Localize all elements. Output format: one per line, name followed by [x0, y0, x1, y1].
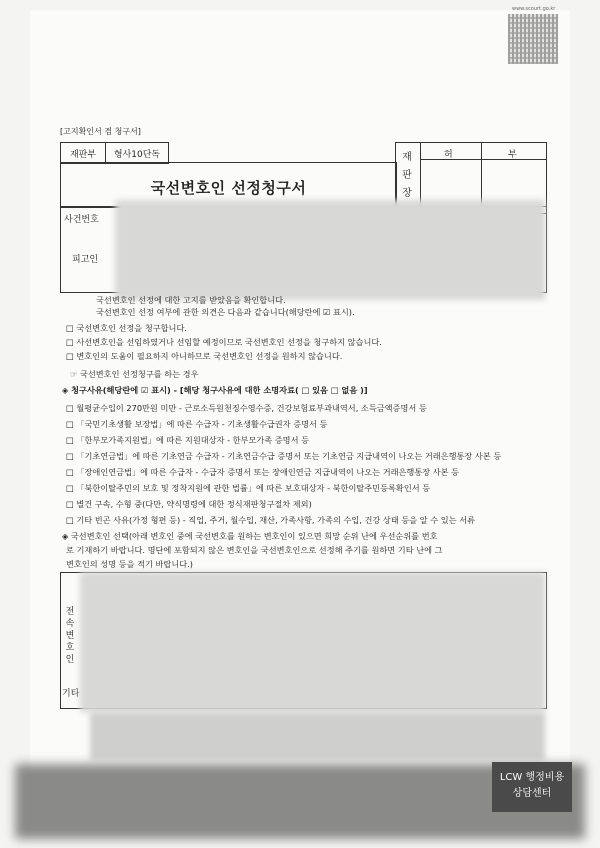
other-label: 기타 — [62, 689, 80, 699]
reason-8: □ 기타 빈곤 사유(가정 형편 등) - 직업, 주거, 월수입, 재산, 가족사항, 가족의 수입, 건강 상태 등을 알 수 있는 서류 — [66, 515, 476, 525]
division-table — [60, 142, 169, 164]
qr-code — [508, 14, 558, 64]
redacted-signature-area — [90, 712, 545, 760]
option-3: □ 변호인의 도움이 필요하지 아니하므로 국선변호인 선정을 원하지 않습니다. — [66, 351, 343, 361]
reason-1: □ 월평균수입이 270만원 미만 - 근로소득원천징수영수증, 건강보험료부과내역서, 소득금액증명서 등 — [66, 403, 427, 413]
reasons-header: ☞ 국선변호인 선정청구를 하는 경우 — [70, 369, 199, 379]
division-value: 형사10단독 — [106, 143, 169, 164]
watermark-badge — [492, 762, 572, 812]
redacted-defendant-info — [115, 200, 545, 300]
site-url: www.scourt.go.kr — [512, 6, 556, 12]
form-kind: [고지확인서 겸 청구서] — [60, 127, 141, 136]
judge-yes: 허 — [444, 150, 453, 160]
reason-2: □ 「국민기초생활 보장법」에 따른 수급자 - 기초생활수급권자 증명서 등 — [66, 419, 328, 429]
notice-line-2: 국선변호인 선정 여부에 관한 의견은 다음과 같습니다(해당란에 ☑ 표시). — [96, 307, 355, 317]
watermark-line-2: 상담센터 — [512, 788, 552, 799]
watermark-line-1: LCW 행정비용 — [499, 772, 565, 783]
case-label: 사건번호 — [64, 215, 99, 225]
lawyer-label: 전속변호인 — [65, 607, 75, 665]
option-2: □ 사선변호인을 선임하였거나 선임할 예정이므로 국선변호인 선정을 청구하지 않습니다. — [66, 337, 382, 347]
notice-line-1: 국선변호인 선정에 대한 고지를 받았음을 확인합니다. — [96, 295, 286, 305]
reason-intro: ◈ 청구사유(해당란에 ☑ 표시) - [해당 청구사유에 대한 소명자료( □ 있음 □ 없음 )] — [62, 385, 368, 395]
selection-line-1: ◈ 국선변호인 선택(아래 변호인 중에 국선변호를 원하는 변호인이 있으면 희망 순위 난에 우선순위를 번호 — [62, 531, 438, 541]
reason-3: □ 「한부모가족지원법」에 따른 지원대상자 - 한부모가족 증명서 등 — [66, 435, 310, 445]
division-label: 재판부 — [61, 143, 106, 164]
judge-label: 재판장 — [402, 152, 412, 199]
selection-line-3: 변호인의 성명 등을 적기 바랍니다.) — [66, 559, 193, 569]
reason-4: □ 「기초연금법」에 따른 기초연금 수급자 - 기초연금수급 증명서 또는 기초연금 지급내역이 나오는 거래은행통장 사본 등 — [66, 451, 502, 461]
judge-no: 부 — [508, 150, 517, 160]
defendant-label: 피고인 — [72, 255, 99, 265]
option-1: □ 국선변호인 선정을 청구합니다. — [66, 323, 187, 333]
redacted-lawyer-list — [80, 572, 545, 712]
reason-6: □ 「북한이탈주민의 보호 및 정착지원에 관한 법률」에 따른 보호대상자 - 북한이탈주민등록확인서 등 — [66, 483, 431, 493]
reason-5: □ 「장애인연금법」에 따른 수급자 - 수급자 증명서 또는 장애인연금 지급내역이 나오는 거래은행통장 사본 등 — [66, 467, 460, 477]
reason-7: □ 별건 구속, 수형 중(다만, 약식명령에 대한 정식재판청구절차 제외) — [66, 499, 312, 509]
page-title: 국선변호인 선정청구서 — [150, 179, 307, 197]
selection-line-2: 로 기재하기 바랍니다. 명단에 포함되지 않은 변호인을 국선변호인으로 선정해 주기를 원하면 기타 난에 그 — [66, 545, 443, 555]
